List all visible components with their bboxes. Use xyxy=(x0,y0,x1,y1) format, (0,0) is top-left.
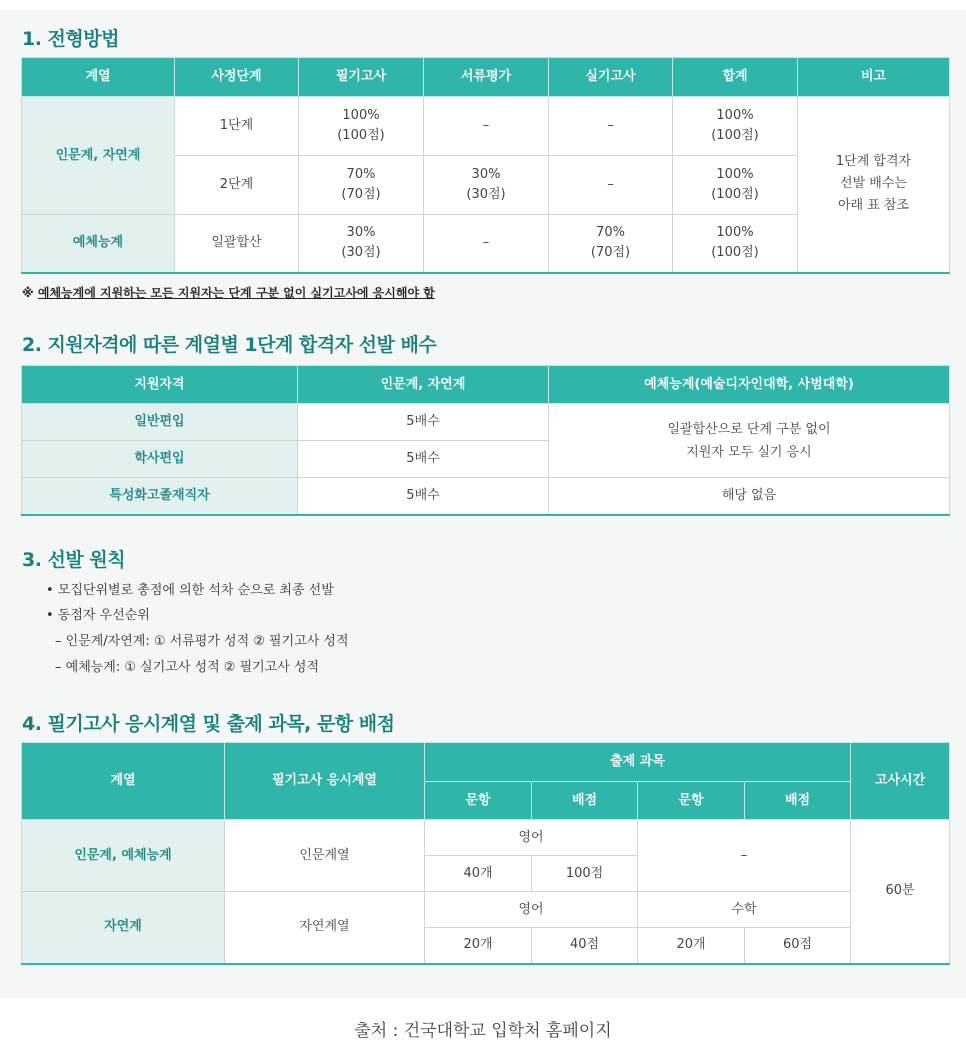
principle-line: • 동점자 우선순위 xyxy=(46,608,150,623)
stage-cell: 1단계 xyxy=(175,97,299,156)
section4-title: 4. 필기고사 응시계열 및 출제 과목, 문항 배점 xyxy=(22,713,395,735)
arts-merged-cell: 일괄합산으로 단계 구분 없이 지원자 모두 실기 응시 xyxy=(549,404,950,478)
qualification-bachelor: 학사편입 xyxy=(22,441,298,478)
question-count: 20개 xyxy=(425,928,532,964)
sub-header-points: 배점 xyxy=(745,782,851,820)
subject-english: 영어 xyxy=(425,820,638,856)
point-value: 100점 xyxy=(532,856,638,892)
exam-field-science: 자연계열 xyxy=(225,892,425,964)
principle-line: • 모집단위별로 총점에 의한 석차 순으로 최종 선발 xyxy=(46,583,334,598)
col-header-subjects: 출제 과목 xyxy=(425,743,851,782)
col-header-arts: 예체능계(예술디자인대학, 사범대학) xyxy=(549,366,950,404)
col-header-field: 계열 xyxy=(22,743,225,820)
col-header-qualification: 지원자격 xyxy=(22,366,298,404)
practical-cell: – xyxy=(549,156,673,215)
field-humanities-arts: 인문계, 예체능계 xyxy=(22,820,225,892)
col-header-exam-field: 필기고사 응시계열 xyxy=(225,743,425,820)
col-header-field: 계열 xyxy=(22,58,175,97)
question-count: 20개 xyxy=(638,928,745,964)
practical-cell: – xyxy=(549,97,673,156)
total-cell: 100% (100점) xyxy=(673,97,798,156)
arts-na-cell: 해당 없음 xyxy=(549,478,950,515)
note-text: 예체능계에 지원하는 모든 지원자는 단계 구분 없이 실기고사에 응시해야 함 xyxy=(37,286,435,300)
subject-english: 영어 xyxy=(425,892,638,928)
written-cell: 70% (70점) xyxy=(299,156,424,215)
practical-cell: 70% (70점) xyxy=(549,215,673,273)
stage-cell: 일괄합산 xyxy=(175,215,299,273)
total-cell: 100% (100점) xyxy=(673,215,798,273)
col-header-practical: 실기고사 xyxy=(549,58,673,97)
category-humanities-science: 인문계, 자연계 xyxy=(22,97,175,215)
total-cell: 100% (100점) xyxy=(673,156,798,215)
qualification-vocational: 특성화고졸재직자 xyxy=(22,478,298,515)
col-header-time: 고사시간 xyxy=(851,743,950,820)
docs-cell: 30% (30점) xyxy=(424,156,549,215)
col-header-humsci: 인문계, 자연계 xyxy=(298,366,549,404)
sub-header-questions: 문항 xyxy=(425,782,532,820)
docs-cell: – xyxy=(424,215,549,273)
exam-field-humanities: 인문계열 xyxy=(225,820,425,892)
col-header-docs: 서류평가 xyxy=(424,58,549,97)
ratio-cell: 5배수 xyxy=(298,404,549,441)
tiebreak-line: – 인문계/자연계: ① 서류평가 성적 ② 필기고사 성적 xyxy=(55,634,349,649)
field-science: 자연계 xyxy=(22,892,225,964)
ratio-cell: 5배수 xyxy=(298,441,549,478)
question-count: 40개 xyxy=(425,856,532,892)
selection-ratio-table xyxy=(21,365,950,516)
sub-header-points: 배점 xyxy=(532,782,638,820)
qualification-general: 일반편입 xyxy=(22,404,298,441)
written-cell: 100% (100점) xyxy=(299,97,424,156)
tiebreak-line: – 예체능계: ① 실기고사 성적 ② 필기고사 성적 xyxy=(55,660,320,675)
source-caption: 출처 : 건국대학교 입학처 홈페이지 xyxy=(354,1021,612,1041)
remark-cell: 1단계 합격자 선발 배수는 아래 표 참조 xyxy=(798,97,950,273)
exam-time-cell: 60분 xyxy=(851,820,950,964)
col-header-remark: 비고 xyxy=(798,58,950,97)
docs-cell: – xyxy=(424,97,549,156)
sub-header-questions: 문항 xyxy=(638,782,745,820)
category-arts: 예체능계 xyxy=(22,215,175,273)
written-exam-table xyxy=(21,742,950,965)
ratio-cell: 5배수 xyxy=(298,478,549,515)
col-header-stage: 사정단계 xyxy=(175,58,299,97)
col-header-written: 필기고사 xyxy=(299,58,424,97)
point-value: 40점 xyxy=(532,928,638,964)
section1-title: 1. 전형방법 xyxy=(22,28,119,50)
written-cell: 30% (30점) xyxy=(299,215,424,273)
subject-math: 수학 xyxy=(638,892,851,928)
subject-none: – xyxy=(638,820,851,892)
stage-cell: 2단계 xyxy=(175,156,299,215)
note-mark: ※ xyxy=(22,286,34,300)
section2-title: 2. 지원자격에 따른 계열별 1단계 합격자 선발 배수 xyxy=(22,334,437,356)
selection-method-table xyxy=(21,57,950,274)
point-value: 60점 xyxy=(745,928,851,964)
arts-note xyxy=(22,284,435,301)
section3-title: 3. 선발 원칙 xyxy=(22,549,126,571)
col-header-total: 합계 xyxy=(673,58,798,97)
